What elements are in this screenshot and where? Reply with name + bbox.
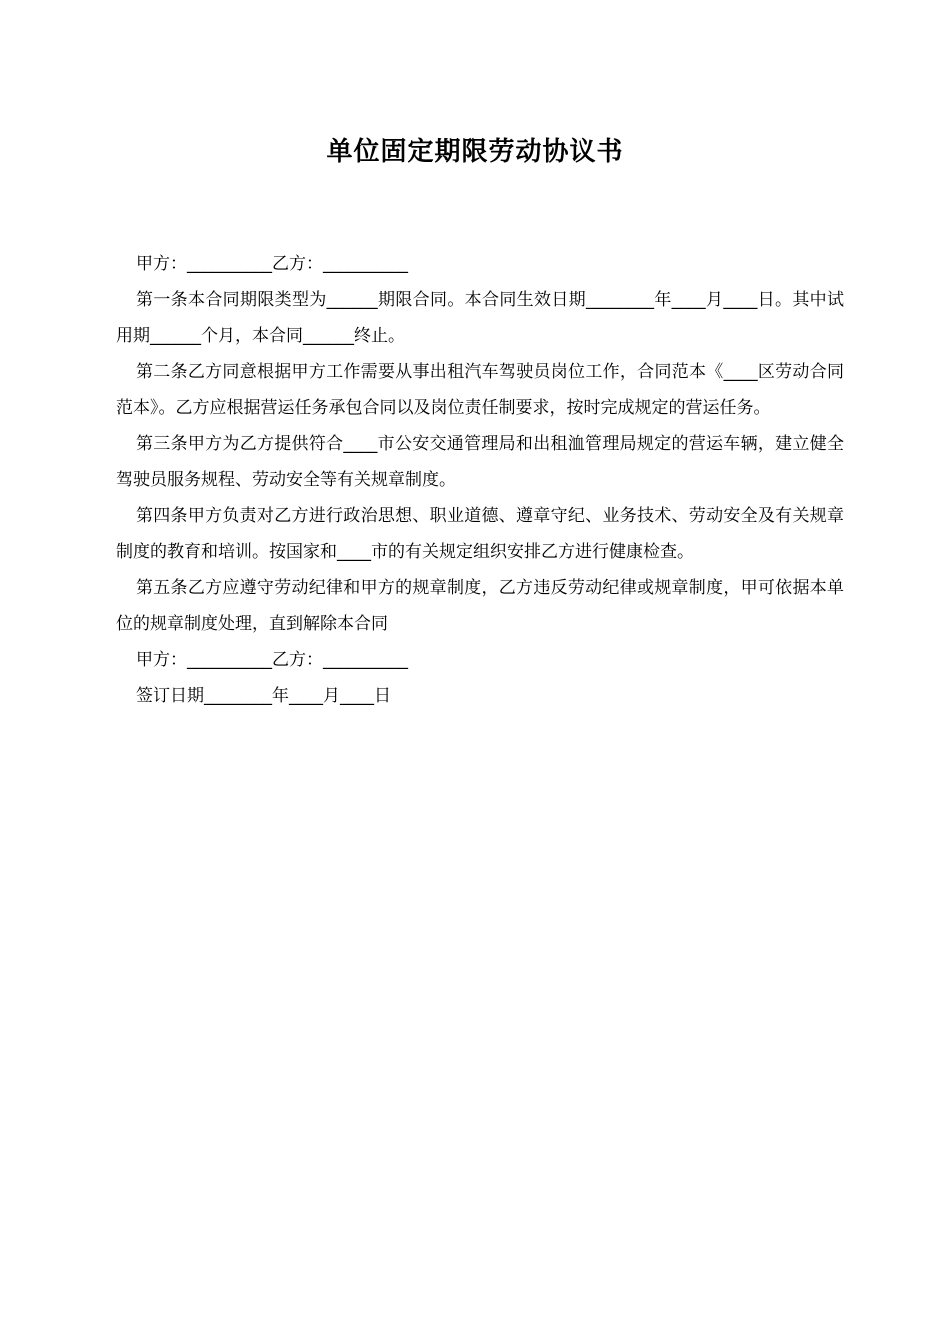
document-title: 单位固定期限劳动协议书 bbox=[326, 137, 624, 167]
article-5: 第五条乙方应遵守劳动纪律和甲方的规章制度，乙方违反劳动纪律或规章制度，甲可依据本单位的规章制度处理，直到解除本合同 bbox=[116, 578, 844, 634]
article-1: 第一条本合同期限类型为______期限合同。本合同生效日期________年____月____日。其中试用期______个月，本合同______终止。 bbox=[116, 290, 844, 346]
article-3: 第三条甲方为乙方提供符合____市公安交通管理局和出租洫管理局规定的营运车辆，建立健全驾驶员服务规程、劳动安全等有关规章制度。 bbox=[116, 434, 844, 490]
article-4: 第四条甲方负责对乙方进行政治思想、职业道德、遵章守纪、业务技术、劳动安全及有关规章制度的教育和培训。按国家和____市的有关规定组织安排乙方进行健康检查。 bbox=[116, 506, 844, 562]
article-2: 第二条乙方同意根据甲方工作需要从事出租汽车驾驶员岗位工作，合同范本《____区劳动合同范本》。乙方应根据营运任务承包合同以及岗位责任制要求，按时完成规定的营运任务。 bbox=[116, 362, 844, 418]
signing-date: 签订日期________年____月____日 bbox=[136, 686, 391, 706]
document-body bbox=[116, 246, 844, 714]
party-line-top: 甲方：__________乙方：__________ bbox=[136, 254, 408, 274]
party-line-bottom: 甲方：__________乙方：__________ bbox=[136, 650, 408, 670]
